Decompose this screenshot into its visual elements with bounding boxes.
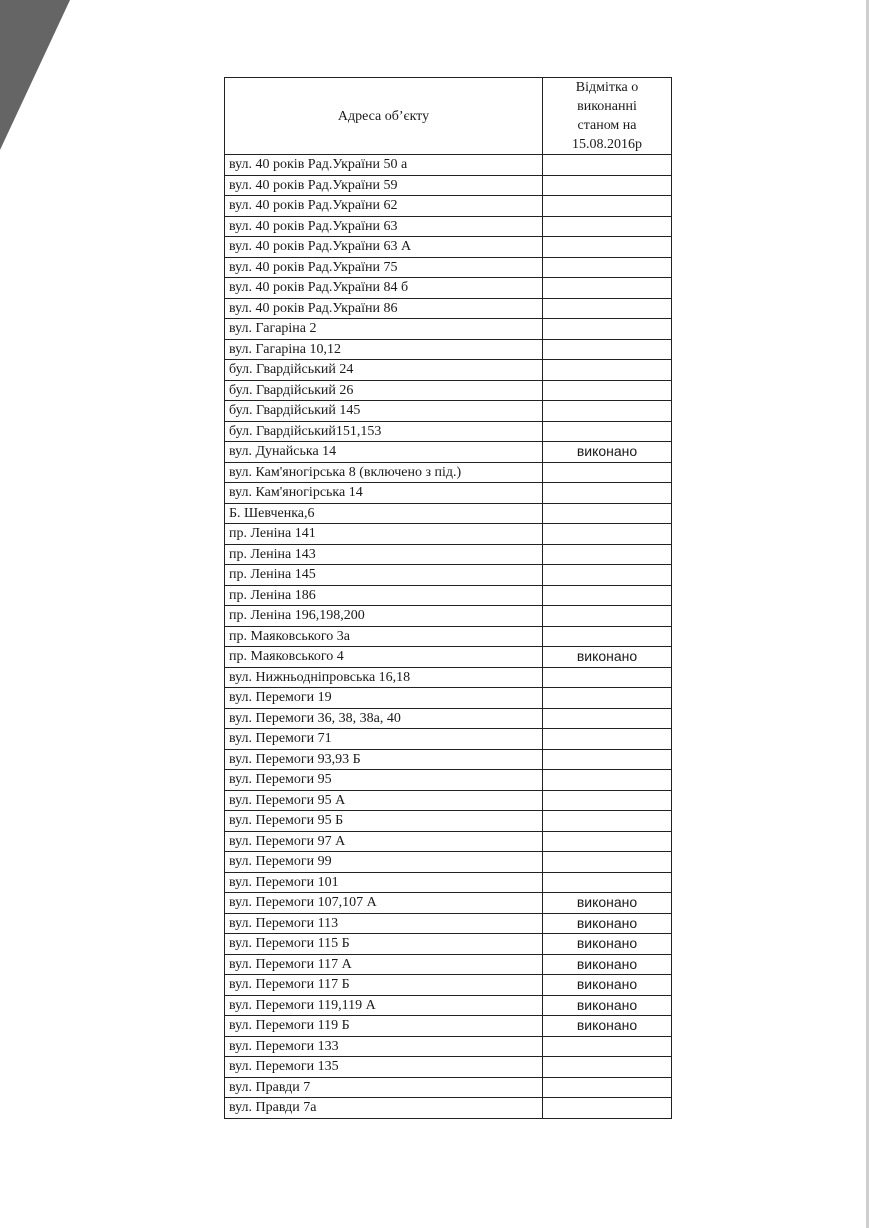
address-cell: вул. 40 років Рад.України 50 а: [225, 155, 543, 176]
status-cell: [543, 626, 672, 647]
address-cell: пр. Леніна 186: [225, 585, 543, 606]
status-cell: [543, 606, 672, 627]
status-cell: [543, 298, 672, 319]
address-cell: вул. Перемоги 95: [225, 770, 543, 791]
table-row: [225, 667, 672, 688]
table-row: [225, 606, 672, 627]
status-cell: [543, 688, 672, 709]
mark-header-line-2: виконанні: [577, 99, 637, 114]
table-row: [225, 913, 672, 934]
table-row: [225, 585, 672, 606]
address-cell: вул. 40 років Рад.України 63 А: [225, 237, 543, 258]
table-row: [225, 278, 672, 299]
status-cell: [543, 1057, 672, 1078]
table-row: [225, 770, 672, 791]
address-cell: вул. Перемоги 135: [225, 1057, 543, 1078]
status-cell: [543, 155, 672, 176]
table-row: [225, 155, 672, 176]
address-cell: вул. 40 років Рад.України 62: [225, 196, 543, 217]
status-cell: [543, 831, 672, 852]
status-cell: виконано: [543, 975, 672, 996]
status-cell: [543, 380, 672, 401]
address-cell: бул. Гвардійський 26: [225, 380, 543, 401]
status-cell: [543, 360, 672, 381]
table-body: [225, 155, 672, 1119]
table-row: [225, 975, 672, 996]
table-row: [225, 749, 672, 770]
table-header-row: [225, 78, 672, 155]
status-cell: [543, 790, 672, 811]
table-row: [225, 688, 672, 709]
table-row: [225, 729, 672, 750]
table-row: [225, 483, 672, 504]
address-cell: вул. Перемоги 101: [225, 872, 543, 893]
table-row: [225, 954, 672, 975]
address-cell: вул. Кам'яногірська 8 (включено з під.): [225, 462, 543, 483]
address-cell: вул. Перемоги 133: [225, 1036, 543, 1057]
address-cell: пр. Маяковського 3а: [225, 626, 543, 647]
address-cell: вул. Перемоги 113: [225, 913, 543, 934]
address-cell: вул. Перемоги 115 Б: [225, 934, 543, 955]
table-row: [225, 257, 672, 278]
table-row: [225, 934, 672, 955]
address-cell: вул. Гагаріна 2: [225, 319, 543, 340]
table-row: [225, 1016, 672, 1037]
status-cell: [543, 503, 672, 524]
status-cell: виконано: [543, 647, 672, 668]
address-cell: вул. Кам'яногірська 14: [225, 483, 543, 504]
status-cell: [543, 524, 672, 545]
table-row: [225, 1036, 672, 1057]
address-cell: вул. Перемоги 107,107 А: [225, 893, 543, 914]
address-cell: вул. Перемоги 19: [225, 688, 543, 709]
table-row: [225, 544, 672, 565]
status-cell: виконано: [543, 954, 672, 975]
table-row: [225, 216, 672, 237]
table-row: [225, 1098, 672, 1119]
table-row: [225, 442, 672, 463]
status-cell: виконано: [543, 1016, 672, 1037]
table-row: [225, 995, 672, 1016]
table-row: [225, 401, 672, 422]
status-cell: [543, 421, 672, 442]
table-row: [225, 852, 672, 873]
status-cell: [543, 565, 672, 586]
address-cell: пр. Леніна 143: [225, 544, 543, 565]
address-cell: вул. Перемоги 117 А: [225, 954, 543, 975]
address-cell: вул. Гагаріна 10,12: [225, 339, 543, 360]
table-row: [225, 319, 672, 340]
status-cell: виконано: [543, 442, 672, 463]
table-row: [225, 196, 672, 217]
table-row: [225, 380, 672, 401]
address-cell: вул. Правди 7а: [225, 1098, 543, 1119]
address-cell: вул. 40 років Рад.України 59: [225, 175, 543, 196]
table-row: [225, 708, 672, 729]
status-cell: [543, 278, 672, 299]
address-cell: вул. 40 років Рад.України 75: [225, 257, 543, 278]
table-row: [225, 811, 672, 832]
table-row: [225, 421, 672, 442]
status-cell: [543, 175, 672, 196]
address-cell: вул. Перемоги 93,93 Б: [225, 749, 543, 770]
table-row: [225, 298, 672, 319]
status-cell: [543, 196, 672, 217]
table-row: [225, 1057, 672, 1078]
address-cell: вул. Перемоги 71: [225, 729, 543, 750]
status-cell: [543, 852, 672, 873]
status-cell: [543, 770, 672, 791]
address-cell: вул. Дунайська 14: [225, 442, 543, 463]
status-cell: виконано: [543, 995, 672, 1016]
mark-header-line-1: Відмітка о: [575, 80, 639, 95]
table-row: [225, 1077, 672, 1098]
status-cell: [543, 667, 672, 688]
table-row: [225, 565, 672, 586]
address-cell: пр. Леніна 141: [225, 524, 543, 545]
objects-table: [224, 77, 672, 1119]
status-cell: [543, 462, 672, 483]
address-cell: бул. Гвардійський151,153: [225, 421, 543, 442]
table-row: [225, 175, 672, 196]
address-cell: вул. Перемоги 36, 38, 38а, 40: [225, 708, 543, 729]
status-cell: виконано: [543, 934, 672, 955]
status-cell: виконано: [543, 893, 672, 914]
status-cell: виконано: [543, 913, 672, 934]
address-cell: вул. Перемоги 119 Б: [225, 1016, 543, 1037]
table-row: [225, 237, 672, 258]
address-column-header: Адреса об’єкту: [225, 78, 543, 155]
status-cell: [543, 216, 672, 237]
status-cell: [543, 811, 672, 832]
address-cell: бул. Гвардійський 24: [225, 360, 543, 381]
address-cell: пр. Маяковського 4: [225, 647, 543, 668]
status-cell: [543, 401, 672, 422]
status-cell: [543, 319, 672, 340]
table-row: [225, 893, 672, 914]
table-row: [225, 872, 672, 893]
address-cell: вул. 40 років Рад.України 86: [225, 298, 543, 319]
status-cell: [543, 729, 672, 750]
address-cell: вул. Правди 7: [225, 1077, 543, 1098]
address-cell: вул. Перемоги 95 А: [225, 790, 543, 811]
table-row: [225, 524, 672, 545]
status-cell: [543, 872, 672, 893]
address-cell: вул. Перемоги 119,119 А: [225, 995, 543, 1016]
status-cell: [543, 1077, 672, 1098]
address-cell: вул. 40 років Рад.України 84 б: [225, 278, 543, 299]
table-row: [225, 790, 672, 811]
table-row: [225, 647, 672, 668]
status-cell: [543, 708, 672, 729]
status-cell: [543, 483, 672, 504]
table-row: [225, 360, 672, 381]
status-cell: [543, 585, 672, 606]
address-cell: пр. Леніна 145: [225, 565, 543, 586]
table-row: [225, 462, 672, 483]
status-cell: [543, 544, 672, 565]
mark-column-header: [543, 78, 672, 155]
table-row: [225, 503, 672, 524]
address-cell: вул. Перемоги 95 Б: [225, 811, 543, 832]
address-cell: вул. Нижньодніпровська 16,18: [225, 667, 543, 688]
address-cell: вул. Перемоги 97 А: [225, 831, 543, 852]
mark-header-line-3: станом на: [577, 118, 637, 133]
status-cell: [543, 1098, 672, 1119]
address-cell: вул. 40 років Рад.України 63: [225, 216, 543, 237]
status-cell: [543, 749, 672, 770]
address-cell: пр. Леніна 196,198,200: [225, 606, 543, 627]
table-row: [225, 626, 672, 647]
status-cell: [543, 237, 672, 258]
address-cell: Б. Шевченка,6: [225, 503, 543, 524]
table-row: [225, 339, 672, 360]
mark-header-line-4: 15.08.2016р: [572, 137, 642, 152]
table-row: [225, 831, 672, 852]
address-cell: вул. Перемоги 99: [225, 852, 543, 873]
scan-shadow-corner: [0, 0, 70, 150]
address-cell: вул. Перемоги 117 Б: [225, 975, 543, 996]
status-cell: [543, 1036, 672, 1057]
status-cell: [543, 257, 672, 278]
address-cell: бул. Гвардійський 145: [225, 401, 543, 422]
status-cell: [543, 339, 672, 360]
